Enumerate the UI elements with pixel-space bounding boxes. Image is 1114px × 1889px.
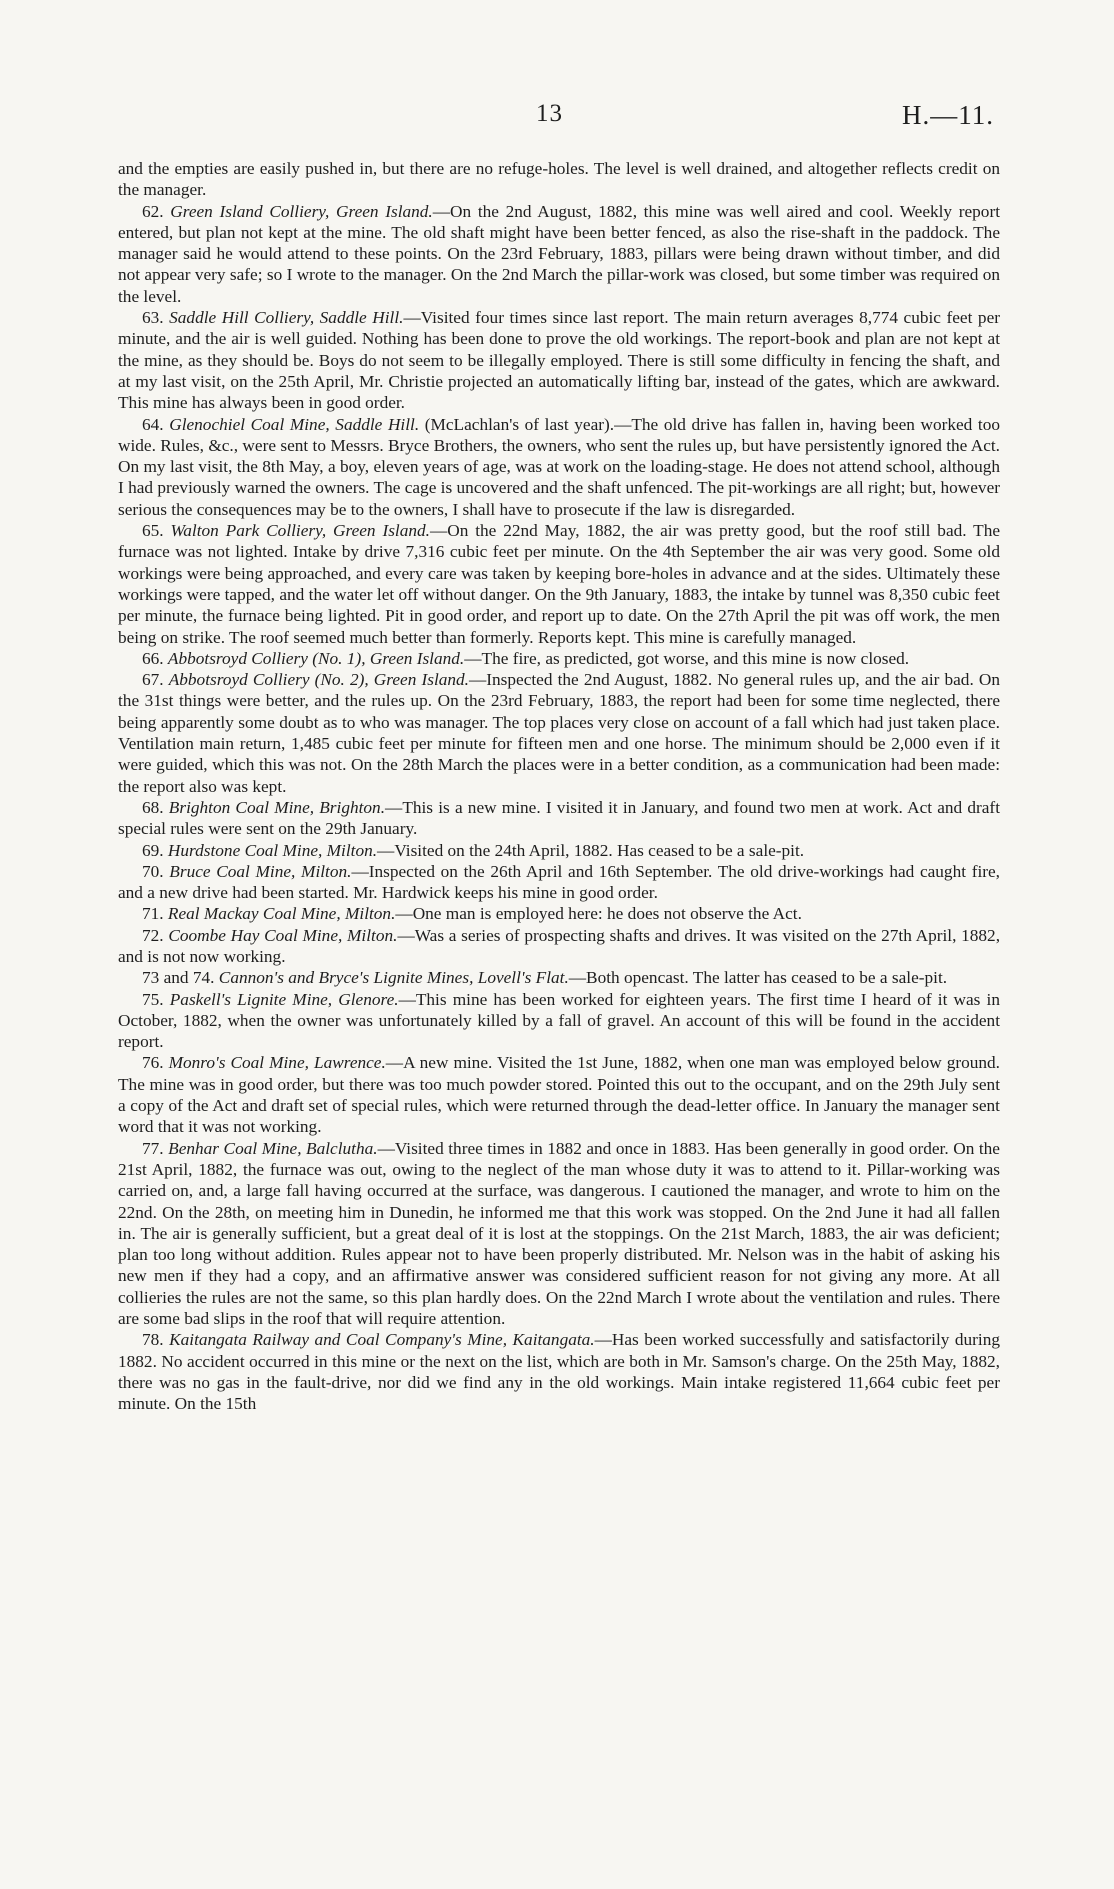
paragraph xyxy=(118,307,1000,413)
report-body xyxy=(118,158,1000,1415)
paragraph-number: 68. xyxy=(142,797,169,817)
paragraph xyxy=(118,861,1000,904)
paragraph-text: —Was a series of prospecting shafts and drives. It was visited on the 27th April, 1882, and is not now working. xyxy=(118,925,1001,966)
mine-location: Kaitangata Railway and Coal Company's Mine, Kaitangata. xyxy=(169,1330,595,1350)
mine-location: Brighton Coal Mine, Brighton. xyxy=(168,797,386,817)
paragraph-text: —Has been worked successfully and satisfactorily during 1882. No accident occurred in this mine or the next on the list, which are both in Mr. Samson's charge. On the 25th May, 1882, there was no gas in the fault-drive, nor did we find any in the old workings. Main intake registered 11,664 cubic feet per minute. On the 15th xyxy=(118,1330,1001,1414)
paragraph-text: (McLachlan's of last year).—The old drive has fallen in, having been worked too wide. Rules, &c., were sent to Messrs. Bryce Brothers, the owners, who sent the rules up, but have persistently ignored the Act. On my last visit, the 8th May, a boy, eleven years of age, was at work on the loading-stage. He does not attend school, although I had previously warned the owners. The cage is uncovered and the shaft unfenced. The pit-workings are all right; but, however serious the consequences may be to the owners, I shall have to prosecute if the law is disregarded. xyxy=(118,414,1001,519)
paragraph xyxy=(118,669,1000,797)
paragraph xyxy=(118,158,1000,201)
paragraph xyxy=(118,1329,1000,1414)
paragraph-text: —Visited four times since last report. The main return averages 8,774 cubic feet per minute, and the air is well guided. Nothing has been done to prove the old workings. The report-book and plan are not kept at the mine, as they should be. Boys do not seem to be illegally employed. There is still some difficulty in fencing the shaft, and at my last visit, on the 25th April, Mr. Christie projected an automatically lifting bar, instead of the gates, which are awkward. This mine has always been in good order. xyxy=(118,308,1000,413)
paragraph xyxy=(118,989,1000,1053)
mine-location: Benhar Coal Mine, Balclutha. xyxy=(168,1138,378,1158)
paragraph-text: —The fire, as predicted, got worse, and this mine is now closed. xyxy=(464,648,910,668)
paragraph-text: —One man is employed here: he does not observe the Act. xyxy=(395,904,802,924)
mine-location: Saddle Hill Colliery, Saddle Hill. xyxy=(169,308,404,328)
paragraph xyxy=(118,520,1000,648)
page-number: 13 xyxy=(536,100,563,127)
paragraph-number: 70. xyxy=(142,861,170,881)
mine-location: Hurdstone Coal Mine, Milton. xyxy=(167,840,378,860)
paragraph-number: 64. xyxy=(142,414,170,434)
mine-location: Glenochiel Coal Mine, Saddle Hill. xyxy=(169,414,420,434)
paragraph-number: 65. xyxy=(142,521,171,541)
paragraph-text: —On the 2nd August, 1882, this mine was well aired and cool. Weekly report entered, but plan not kept at the mine. The old shaft might have been better fenced, as also the rise-shaft in the paddock. The manager said he would attend to these points. On the 23rd February, 1883, pillars were being drawn without timber, and did not appear very safe; so I wrote to the manager. On the 2nd March the pillar-work was closed, but some timber was required on the level. xyxy=(118,201,1000,306)
paragraph-text: —A new mine. Visited the 1st June, 1882, when one man was employed below ground. The mine was in good order, but there was too much powder stored. Pointed this out to the occupant, and on the 29th July sent a copy of the Act and draft set of special rules, which were returned through the dead-letter office. In January the manager sent word that it was not working. xyxy=(118,1053,1000,1137)
paragraph xyxy=(118,201,1000,307)
mine-location: Abbotsroyd Colliery (No. 1), Green Island. xyxy=(167,648,465,668)
paragraph xyxy=(118,840,1000,861)
paragraph-number: 69. xyxy=(142,840,168,860)
paragraph-number: 67. xyxy=(142,670,169,690)
paragraph-number: 73 and 74. xyxy=(142,968,219,988)
paragraph xyxy=(118,903,1000,924)
mine-location: Green Island Colliery, Green Island. xyxy=(170,201,433,221)
paragraph-text: —Visited three times in 1882 and once in 1883. Has been generally in good order. On the 21st April, 1882, the furnace was out, owing to the neglect of the man whose duty it was to attend to it. Pillar-working was carried on, and, a large fall having occurred at the surface, was dangerous. I cautioned the manager, and wrote to him on the 22nd. On the 28th, on meeting him in Dunedin, he informed me that this work was stopped. On the 2nd June it had all fallen in. The air is generally sufficient, but a great deal of it is lost at the stoppings. On the 21st March, 1883, the air was deficient; plan too long without addition. Rules appear not to have been properly distributed. Mr. Nelson was in the habit of asking his new men if they had a copy, and an affirmative answer was considered sufficient reason for not giving any more. At all collieries the rules are not the same, so this plan hardly does. On the 22nd March I wrote about the ventilation and rules. There are some bad slips in the roof that will require attention. xyxy=(118,1138,1000,1329)
paragraph-number: 66. xyxy=(142,648,168,668)
paragraph xyxy=(118,967,1000,988)
paragraph-number: 62. xyxy=(142,201,171,221)
paragraph-number: 76. xyxy=(142,1053,169,1073)
paragraph xyxy=(118,414,1000,520)
paragraph xyxy=(118,1052,1000,1137)
paragraph-text: —Inspected the 2nd August, 1882. No general rules up, and the air bad. On the 31st things were better, and the rules up. On the 23rd February, 1883, the report had been for some time neglected, there being apparently some doubt as to who was manager. The top places very close on account of a fall which had just taken place. Ventilation main return, 1,485 cubic feet per minute for fifteen men and one horse. The minimum should be 2,000 even if it were guided, which this was not. On the 28th March the places were in a better condition, as a communication had been made: the report also was kept. xyxy=(118,670,1000,796)
mine-location: Bruce Coal Mine, Milton. xyxy=(169,861,352,881)
mine-location: Monro's Coal Mine, Lawrence. xyxy=(168,1053,386,1073)
paragraph-text: and the empties are easily pushed in, but there are no refuge-holes. The level is well drained, and altogether reflects credit on the manager. xyxy=(118,159,1000,200)
paragraph-text: —On the 22nd May, 1882, the air was pretty good, but the roof still bad. The furnace was not lighted. Intake by drive 7,316 cubic feet per minute. On the 4th September the air was very good. Some old workings were being approached, and every care was taken by keeping bore-holes in advance and at the sides. Ultimately these workings were tapped, and the water let off without danger. On the 9th January, 1883, the intake by tunnel was 8,350 cubic feet per minute, the furnace being lighted. Pit in good order, and report up to date. On the 27th April the pit was off work, the men being on strike. The roof seemed much better than formerly. Reports kept. This mine is carefully managed. xyxy=(118,521,1001,647)
paragraph-text: —Inspected on the 26th April and 16th September. The old drive-workings had caught fire, and a new drive had been started. Mr. Hardwick keeps his mine in good order. xyxy=(118,861,1001,903)
paragraph-number: 77. xyxy=(142,1138,169,1158)
paragraph-text: —Visited on the 24th April, 1882. Has ceased to be a sale-pit. xyxy=(377,840,805,860)
paragraph xyxy=(118,648,1000,669)
mine-location: Walton Park Colliery, Green Island. xyxy=(170,521,430,541)
paragraph-number: 72. xyxy=(142,925,169,945)
paragraph-text: —This is a new mine. I visited it in January, and found two men at work. Act and draft special rules were sent on the 29th January. xyxy=(118,797,1000,839)
mine-location: Cannon's and Bryce's Lignite Mines, Lovell's Flat. xyxy=(218,968,569,988)
mine-location: Coombe Hay Coal Mine, Milton. xyxy=(168,925,398,945)
paragraph-number: 75. xyxy=(142,989,170,1009)
mine-location: Real Mackay Coal Mine, Milton. xyxy=(167,904,396,924)
mine-location: Abbotsroyd Colliery (No. 2), Green Island. xyxy=(168,670,469,690)
paragraph-number: 63. xyxy=(142,308,170,328)
paragraph-number: 71. xyxy=(142,904,168,924)
document-reference: H.—11. xyxy=(902,100,994,130)
paragraph-text: —This mine has been worked for eighteen years. The first time I heard of it was in October, 1882, when the owner was unfortunately killed by a fall of gravel. An account of this will be found in the accident report. xyxy=(118,989,1000,1052)
paragraph xyxy=(118,1138,1000,1330)
paragraph-number: 78. xyxy=(142,1330,170,1350)
paragraph xyxy=(118,925,1000,968)
paragraph-text: —Both opencast. The latter has ceased to be a sale-pit. xyxy=(568,968,948,988)
paragraph xyxy=(118,797,1000,840)
mine-location: Paskell's Lignite Mine, Glenore. xyxy=(169,989,399,1009)
